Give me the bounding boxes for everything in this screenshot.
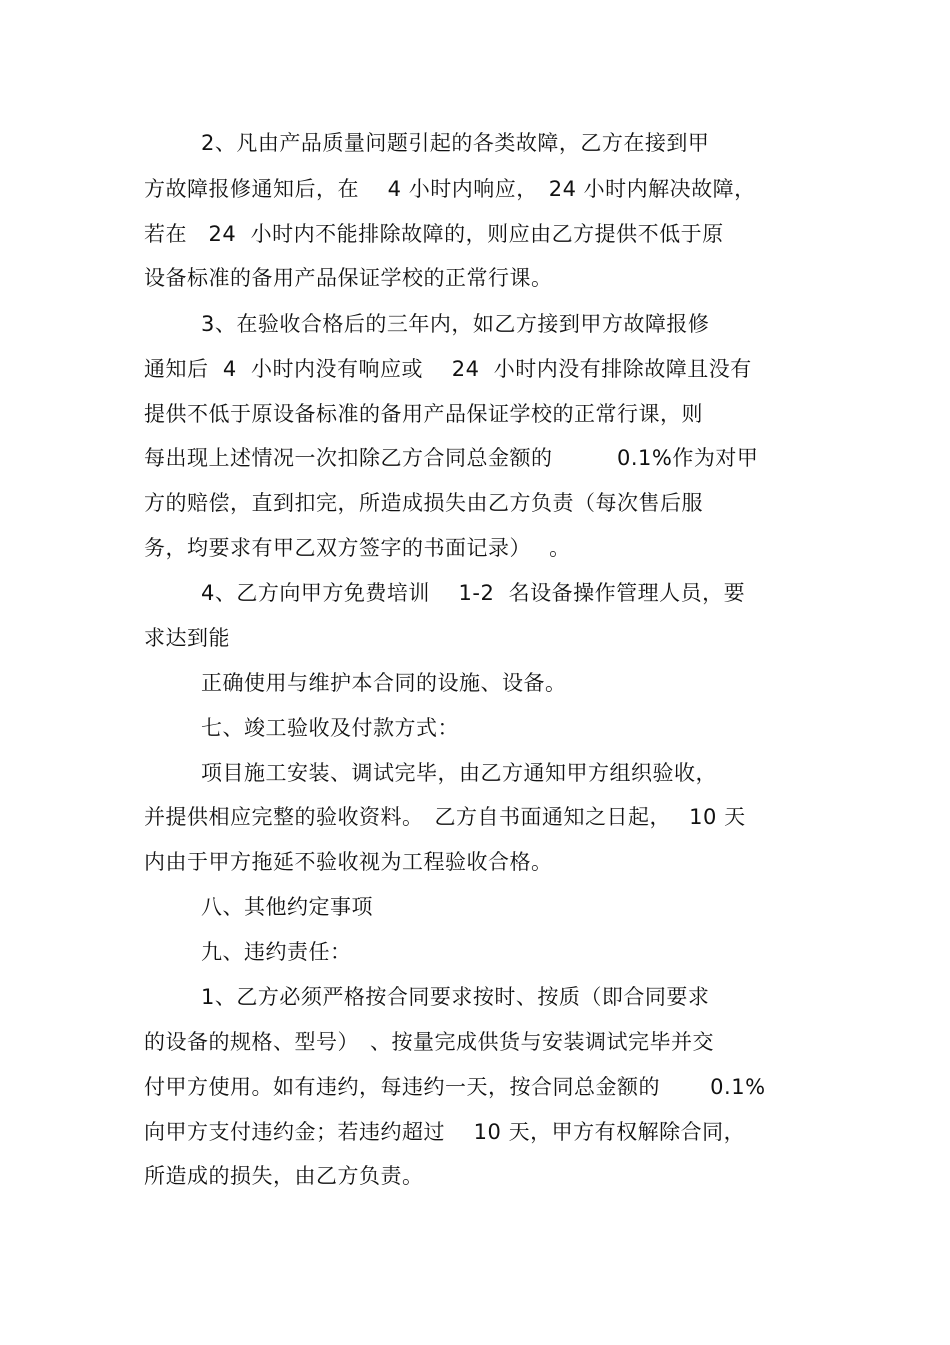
section-heading: 九、违约责任： (201, 940, 352, 964)
text-line: 2、凡由产品质量问题引起的各类故障，乙方在接到甲 (201, 131, 710, 155)
text-line: 1、乙方必须严格按合同要求按时、按质（即合同要求 (201, 985, 710, 1009)
text-line: 务，均要求有甲乙双方签字的书面记录） 。 (144, 536, 571, 560)
text-line: 每出现上述情况一次扣除乙方合同总金额的 0.1%作为对甲 (144, 446, 759, 470)
text-line: 通知后 4 小时内没有响应或 24 小时内没有排除故障且没有 (144, 357, 752, 381)
section-heading: 七、竣工验收及付款方式： (201, 716, 459, 740)
text-line: 内由于甲方拖延不验收视为工程验收合格。 (144, 850, 553, 874)
text-line: 设备标准的备用产品保证学校的正常行课。 (144, 266, 553, 290)
text-line: 的设备的规格、型号） 、按量完成供货与安装调试完毕并交 (144, 1030, 714, 1054)
text-line: 项目施工安装、调试完毕，由乙方通知甲方组织验收， (201, 761, 717, 785)
text-line: 3、在验收合格后的三年内，如乙方接到甲方故障报修 (201, 312, 710, 336)
text-line: 求达到能 (144, 626, 230, 650)
text-line: 正确使用与维护本合同的设施、设备。 (201, 671, 567, 695)
text-line: 提供不低于原设备标准的备用产品保证学校的正常行课，则 (144, 402, 703, 426)
text-line: 方的赔偿，直到扣完，所造成损失由乙方负责（每次售后服 (144, 491, 703, 515)
text-line: 4、乙方向甲方免费培训 1-2 名设备操作管理人员，要 (201, 581, 746, 605)
text-line: 向甲方支付违约金；若违约超过 10 天，甲方有权解除合同， (144, 1120, 746, 1144)
text-line: 若在 24 小时内不能排除故障的，则应由乙方提供不低于原 (144, 222, 724, 246)
text-line: 付甲方使用。如有违约，每违约一天，按合同总金额的 0.1% (144, 1075, 766, 1099)
text-line: 所造成的损失，由乙方负责。 (144, 1164, 424, 1188)
text-line: 并提供相应完整的验收资料。 乙方自书面通知之日起， 10 天 (144, 805, 746, 829)
text-line: 方故障报修通知后，在 4 小时内响应， 24 小时内解决故障， (144, 177, 756, 201)
section-heading: 八、其他约定事项 (201, 895, 373, 919)
